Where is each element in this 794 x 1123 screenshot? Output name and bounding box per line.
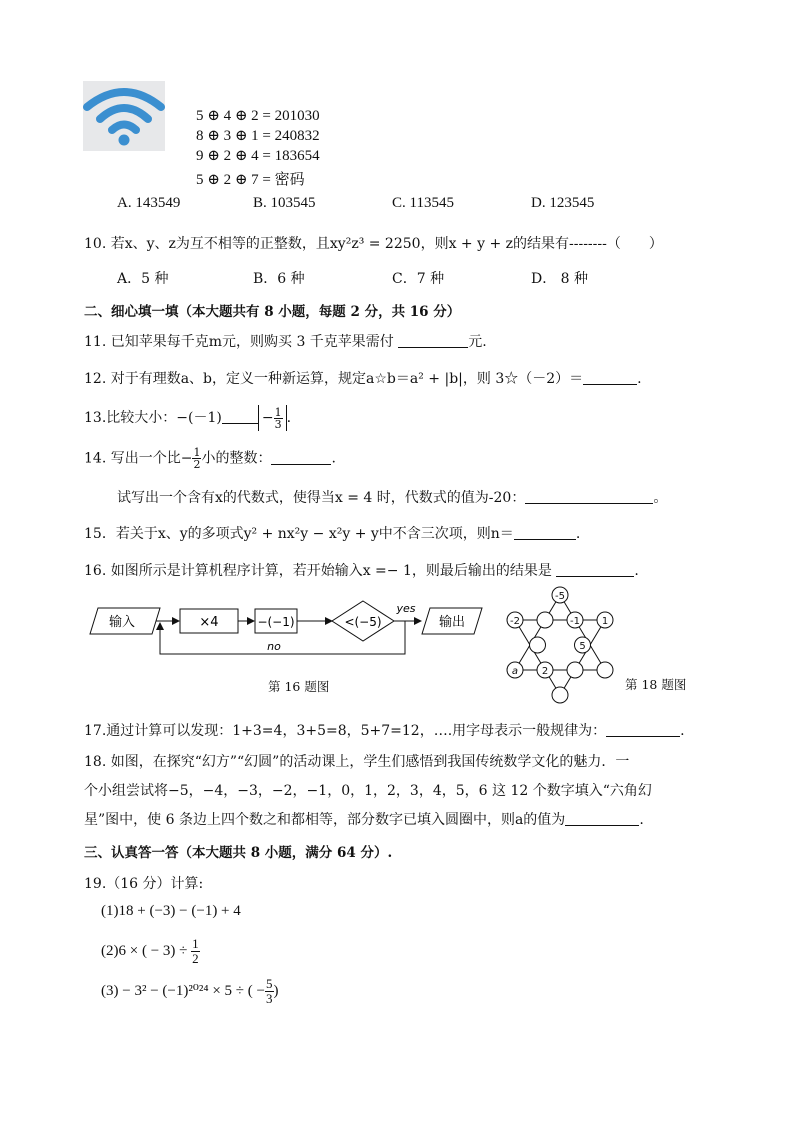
q10-option-a[interactable]: A．5 种 — [117, 271, 169, 287]
q14-text-2: 小的整数： — [201, 450, 272, 467]
star-label-upper-right: -1 — [570, 616, 580, 627]
q14-sub-answer-blank[interactable] — [525, 489, 653, 504]
star-label-top: -5 — [555, 591, 565, 602]
q9-option-d[interactable]: D. 123545 — [531, 195, 595, 211]
q13-fraction: $\frac{1}{3}$ — [274, 405, 282, 431]
q10-number: 10. — [84, 236, 107, 252]
q14-fraction: $\frac{1}{2}$ — [193, 446, 201, 471]
flow-condition-label: <(−5) — [344, 615, 382, 629]
q17 — [84, 720, 685, 740]
q16-flowchart — [84, 596, 484, 658]
q9-equation-3: 9 ⊕ 2 ⊕ 4 = 183654 — [196, 148, 320, 164]
q16-text: 16. 如图所示是计算机程序计算，若开始输入x =− 1，则最后输出的结果是 — [84, 563, 557, 579]
flow-input-label: 输入 — [108, 615, 136, 630]
q12 — [84, 368, 642, 388]
q14-sub-end: 。 — [653, 490, 668, 506]
q10-option-b[interactable]: B．6 种 — [253, 271, 305, 287]
flow-yes-label: yes — [396, 602, 416, 615]
q12-answer-blank[interactable] — [583, 370, 637, 385]
flow-multiply-label: ×4 — [199, 615, 219, 630]
q19-part-2-text: (2)6 × ( − 3) ÷ — [101, 942, 188, 959]
q18-figure-caption: 第 18 题图 — [625, 677, 687, 692]
flow-output-label: 输出 — [438, 615, 466, 630]
q14-end: . — [331, 450, 336, 467]
q12-text: 12. 对于有理数a、b，定义一种新运算，规定a☆b＝a² + |b|，则 3☆（－2）＝ — [84, 371, 584, 387]
q14-answer-blank[interactable] — [271, 450, 331, 465]
q11-answer-blank[interactable] — [398, 333, 468, 348]
q14-sub-text: 试写出一个含有x的代数式，使得当x = 4 时，代数式的值为-20： — [117, 490, 526, 506]
star-label-left: -2 — [510, 616, 520, 627]
q16-answer-blank[interactable] — [556, 562, 634, 577]
q15-answer-blank[interactable] — [514, 525, 576, 540]
q15-end: . — [575, 526, 581, 542]
q10-question: 若x、y、z为互不相等的正整数，且xy²z³ = 2250，则x + y + z的结果有--------（ ） — [110, 236, 663, 252]
q17-text: 17.通过计算可以发现：1+3=4，3+5=8，5+7=12，….用字母表示一般规律为： — [84, 723, 607, 739]
section-3-title: 三、认真答一答（本大题共 8 小题，满分 64 分）. — [84, 845, 393, 861]
q16-figure-caption: 第 16 题图 — [268, 679, 330, 694]
q11-unit: 元. — [468, 334, 487, 350]
q9-option-b[interactable]: B. 103545 — [253, 195, 316, 211]
q13-text: 13.比较大小：−(－1) — [84, 410, 222, 426]
q19-title: 19.（16 分）计算: — [84, 876, 204, 892]
q9-option-c[interactable]: C. 113545 — [392, 195, 454, 211]
q18-line-3-text: 星”图中，使 6 条边上四个数之和都相等，部分数字已填入圆圈中，则a的值为 — [84, 812, 566, 828]
q10-text — [84, 233, 663, 253]
q18-answer-blank[interactable] — [565, 811, 639, 826]
q14-text: 14. 写出一个比− — [84, 450, 193, 467]
q18-line-3 — [84, 809, 644, 829]
q14 — [84, 447, 336, 470]
q19-part-3 — [101, 977, 279, 1006]
q14-sub — [117, 487, 667, 507]
q13-answer-blank[interactable] — [222, 409, 258, 424]
q15 — [84, 523, 580, 543]
q11 — [84, 331, 487, 351]
q19-part-2 — [101, 937, 200, 966]
q19-part-1: (1)18 + (−3) − (−1) + 4 — [101, 903, 241, 919]
q18-star-figure — [500, 585, 620, 705]
star-triangle-up — [515, 595, 605, 670]
q12-end: . — [637, 371, 642, 387]
wifi-image — [83, 81, 165, 151]
flow-no-label: no — [267, 640, 281, 653]
flow-subtract-label: −(−1) — [257, 615, 295, 629]
q9-equation-4: 5 ⊕ 2 ⊕ 7 = 密码 — [196, 172, 305, 188]
q19-part-3-fraction: $\frac{5}{3}$ — [266, 976, 273, 1006]
q13-end: . — [286, 410, 292, 426]
q9-equation-2: 8 ⊕ 3 ⊕ 1 = 240832 — [196, 128, 320, 144]
q10-option-d[interactable]: D． 8 种 — [531, 271, 589, 287]
q13 — [84, 405, 291, 431]
q10-option-c[interactable]: C．7 种 — [392, 271, 445, 287]
q18-line-2: 个小组尝试将−5，−4，−3，−2，−1，0，1，2，3，4，5，6 这 12 个数字填入“六角幻 — [84, 783, 652, 799]
q18-line-1: 18. 如图，在探究“幻方”“幻圆”的活动课上，学生们感悟到我国传统数学文化的魅力．一 — [84, 754, 630, 770]
q16 — [84, 560, 639, 580]
star-label-mid-right: 5 — [579, 641, 586, 652]
q19-part-2-fraction: $\frac{1}{2}$ — [192, 936, 199, 966]
q9-option-a[interactable]: A. 143549 — [117, 195, 181, 211]
section-2-title: 二、细心填一填（本大题共有 8 小题，每题 2 分，共 16 分） — [84, 304, 461, 320]
q19-part-3-text: (3) − 3² − (−1)²⁰²⁴ × 5 ÷ ( − — [101, 982, 265, 999]
star-label-a: a — [511, 666, 519, 677]
star-label-lower-left: 2 — [541, 666, 549, 677]
star-label-right: 1 — [601, 616, 609, 627]
q17-answer-blank[interactable] — [606, 722, 680, 737]
q9-equation-1: 5 ⊕ 4 ⊕ 2 = 201030 — [196, 108, 320, 124]
q19-part-3-end: ) — [273, 982, 279, 999]
star-triangle-down — [515, 620, 605, 695]
wifi-icon — [83, 81, 165, 151]
q18-end: . — [639, 812, 644, 828]
q15-text: 15．若关于x、y的多项式y² + nx²y − x²y + y中不含三次项，则n＝ — [84, 526, 514, 542]
q17-end: . — [680, 723, 685, 739]
q16-end: . — [634, 563, 639, 579]
q13-absolute-value: − $\frac{1}{3}$ — [258, 405, 287, 431]
q11-text: 11. 已知苹果每千克m元，则购买 3 千克苹果需付 — [84, 334, 399, 350]
